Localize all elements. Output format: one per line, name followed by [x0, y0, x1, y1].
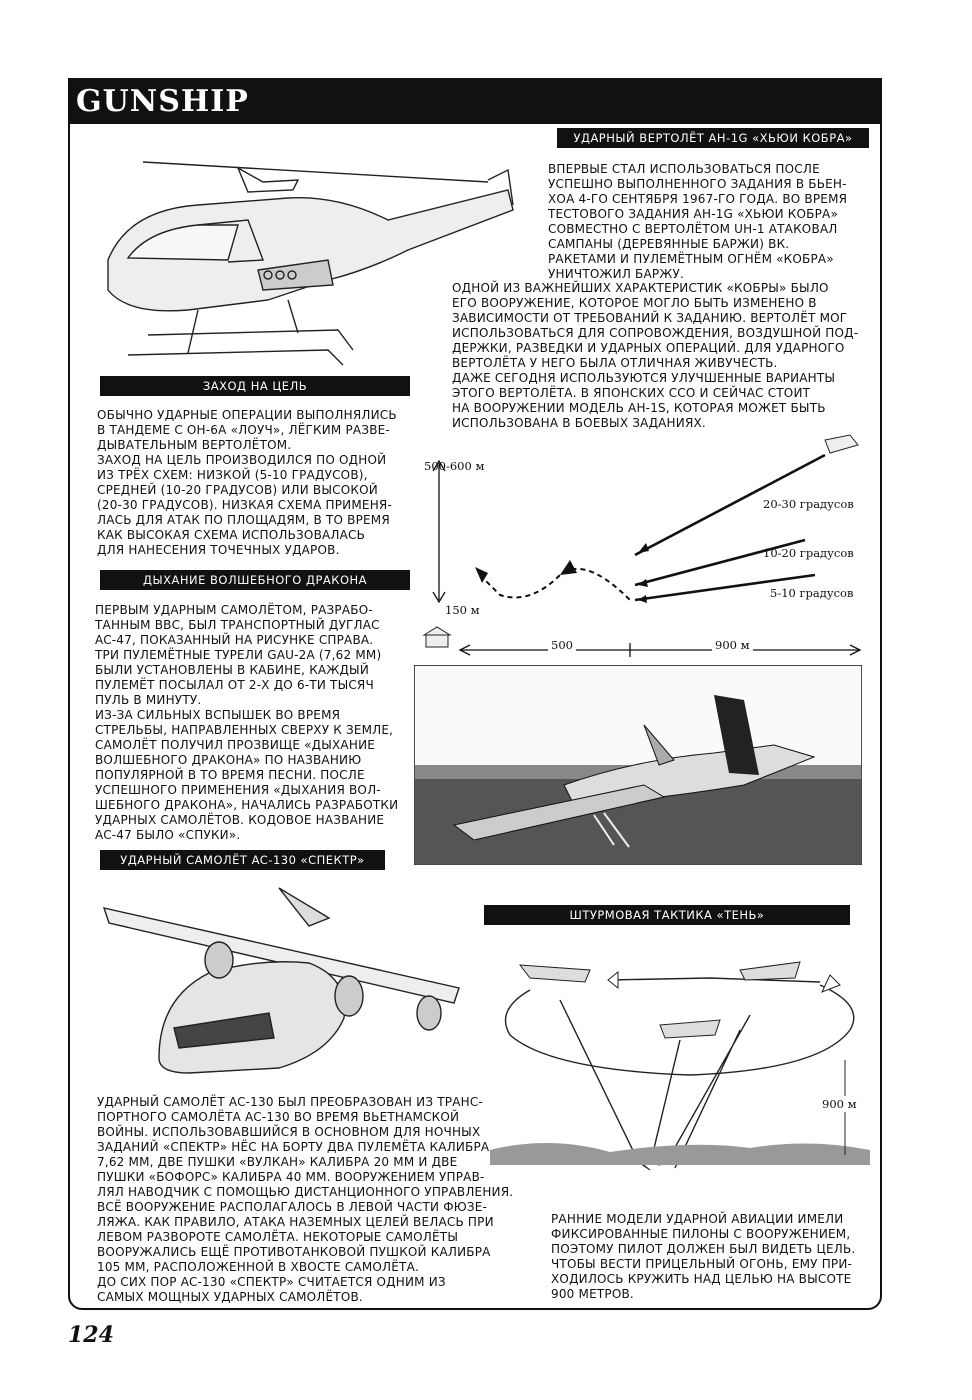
approach-text: ОБЫЧНО УДАРНЫЕ ОПЕРАЦИИ ВЫПОЛНЯЛИСЬ В ТАНДЕМЕ С OH-6A «ЛОУЧ», ЛЁГКИМ РАЗВЕ- ДЫВАТЕЛЬНЫМ ВЕРТОЛЁТОМ. ЗАХОД НА ЦЕЛЬ ПРОИЗВОДИЛСЯ ПО ОДНОЙ ИЗ ТРЁХ СХЕМ: НИЗКОЙ (5-10 ГРАДУСОВ), СРЕДНЕЙ (10-20 ГРАДУСОВ) ИЛИ ВЫСОКОЙ (20-30 ГРАДУСОВ). НИЗКАЯ СХЕМА ПРИМЕНЯ- ЛАСЬ ДЛЯ АТАК ПО ПЛОЩАДЯМ, В ТО ВРЕМЯ КАК ВЫСОКАЯ СХЕМА ИСПОЛЬЗОВАЛАСЬ ДЛЯ НАНЕСЕНИЯ ТОЧЕЧНЫХ УДАРОВ.: [97, 408, 397, 557]
page-title: GUNSHIP: [76, 84, 249, 119]
ac47-illustration: [414, 665, 862, 865]
page-number: 124: [68, 1322, 114, 1348]
spectre-text: УДАРНЫЙ САМОЛЁТ AC-130 БЫЛ ПРЕОБРАЗОВАН ИЗ ТРАНС- ПОРТНОГО САМОЛЁТА AC-130 ВО ВРЕМЯ ВЬЕТНАМСКОЙ ВОЙНЫ. ИСПОЛЬЗОВАВШИЙСЯ В ОСНОВНОМ ДЛЯ НОЧНЫХ ЗАДАНИЙ «СПЕКТР» НЁС НА БОРТУ ДВА ПУЛЕМЁТА КАЛИБРА 7,62 ММ, ДВЕ ПУШКИ «ВУЛКАН» КАЛИБРА 20 ММ И ДВЕ ПУШКИ «БОФОРС» КАЛИБРА 40 ММ. ВООРУЖЕНИЕМ УПРАВ- ЛЯЛ НАВОДЧИК С ПОМОЩЬЮ ДИСТАНЦИОННОГО УПРАВЛЕНИЯ. ВСЁ ВООРУЖЕНИЕ РАСПОЛАГАЛОСЬ В ЛЕВОЙ ЧАСТИ ФЮЗЕ- ЛЯЖА. КАК ПРАВИЛО, АТАКА НАЗЕМНЫХ ЦЕЛЕЙ ВЕЛАСЬ ПРИ ЛЕВОМ РАЗВОРОТЕ САМОЛЁТА. НЕКОТОРЫЕ САМОЛЁТЫ ВООРУЖАЛИСЬ ЕЩЁ ПРОТИВОТАНКОВОЙ ПУШКОЙ КАЛИБРА 105 ММ, РАСПОЛОЖЕННОЙ В ХВОСТЕ САМОЛЁТА. ДО СИХ ПОР AC-130 «СПЕКТР» СЧИТАЕТСЯ ОДНИМ ИЗ САМЫХ МОЩНЫХ УДАРНЫХ САМОЛЁТОВ.: [97, 1095, 514, 1304]
shadow-tactic-diagram: [490, 940, 880, 1180]
shadow-heading: ШТУРМОВАЯ ТАКТИКА «ТЕНЬ»: [484, 905, 850, 925]
shadow-altitude-label: 900 м: [822, 1097, 857, 1111]
shadow-text: РАННИЕ МОДЕЛИ УДАРНОЙ АВИАЦИИ ИМЕЛИ ФИКСИРОВАННЫЕ ПИЛОНЫ С ВООРУЖЕНИЕМ, ПОЭТОМУ ПИЛОТ ДОЛЖЕН БЫЛ ВИДЕТЬ ЦЕЛЬ. ЧТОБЫ ВЕСТИ ПРИЦЕЛЬНЫЙ ОГОНЬ, ЕМУ ПРИ- ХОДИЛОСЬ КРУЖИТЬ НАД ЦЕЛЬЮ НА ВЫСОТЕ 900 МЕТРОВ.: [551, 1212, 856, 1301]
distance-500-label: 500: [548, 638, 576, 652]
angle-mid-label: 10-20 градусов: [763, 546, 854, 560]
spectre-heading: УДАРНЫЙ САМОЛЁТ AC-130 «СПЕКТР»: [100, 850, 385, 870]
altitude-high-label: 500-600 м: [424, 459, 485, 473]
page-header: [68, 78, 882, 124]
dragon-heading: ДЫХАНИЕ ВОЛШЕБНОГО ДРАКОНА: [100, 570, 410, 590]
angle-high-label: 20-30 градусов: [763, 497, 854, 511]
cobra-heading: УДАРНЫЙ ВЕРТОЛЁТ AH-1G «ХЬЮИ КОБРА»: [557, 128, 869, 148]
cobra-text-armament: ОДНОЙ ИЗ ВАЖНЕЙШИХ ХАРАКТЕРИСТИК «КОБРЫ» БЫЛО ЕГО ВООРУЖЕНИЕ, КОТОРОЕ МОГЛО БЫТЬ ИЗМЕНЕНО В ЗАВИСИМОСТИ ОТ ТРЕБОВАНИЙ К ЗАДАНИЮ. ВЕРТОЛЁТ МОГ ИСПОЛЬЗОВАТЬСЯ ДЛЯ СОПРОВОЖДЕНИЯ, ВОЗДУШНОЙ ПОД- ДЕРЖКИ, РАЗВЕДКИ И УДАРНЫХ ОПЕРАЦИЙ. ДЛЯ УДАРНОГО ВЕРТОЛЁТА У НЕГО БЫЛА ОТЛИЧНАЯ ЖИВУЧЕСТЬ. ДАЖЕ СЕГОДНЯ ИСПОЛЬЗУЮТСЯ УЛУЧШЕННЫЕ ВАРИАНТЫ ЭТОГО ВЕРТОЛЁТА. В ЯПОНСКИХ ССО И СЕЙЧАС СТОИТ НА ВООРУЖЕНИИ МОДЕЛЬ AH-1S, КОТОРАЯ МОЖЕТ БЫТЬ ИСПОЛЬЗОВАНА В БОЕВЫХ ЗАДАНИЯХ.: [452, 281, 859, 430]
angle-low-label: 5-10 градусов: [770, 586, 854, 600]
ac130-illustration: [99, 878, 471, 1078]
attack-angle-diagram: [420, 415, 880, 665]
dragon-text: ПЕРВЫМ УДАРНЫМ САМОЛЁТОМ, РАЗРАБО- ТАННЫМ ВВС, БЫЛ ТРАНСПОРТНЫЙ ДУГЛАС AC-47, ПОКАЗАННЫЙ НА РИСУНКЕ СПРАВА. ТРИ ПУЛЕМЁТНЫЕ ТУРЕЛИ GAU-2A (7,62 ММ) БЫЛИ УСТАНОВЛЕНЫ В КАБИНЕ, КАЖДЫЙ ПУЛЕМЁТ ПОСЫЛАЛ ОТ 2-Х ДО 6-ТИ ТЫСЯЧ ПУЛЬ В МИНУТУ. ИЗ-ЗА СИЛЬНЫХ ВСПЫШЕК ВО ВРЕМЯ СТРЕЛЬБЫ, НАПРАВЛЕННЫХ СВЕРХУ К ЗЕМЛЕ, САМОЛЁТ ПОЛУЧИЛ ПРОЗВИЩЕ «ДЫХАНИЕ ВОЛШЕБНОГО ДРАКОНА» ПО НАЗВАНИЮ ПОПУЛЯРНОЙ В ТО ВРЕМЯ ПЕСНИ. ПОСЛЕ УСПЕШНОГО ПРИМЕНЕНИЯ «ДЫХАНИЯ ВОЛ- ШЕБНОГО ДРАКОНА», НАЧАЛИСЬ РАЗРАБОТКИ УДАРНЫХ САМОЛЁТОВ. КОДОВОЕ НАЗВАНИЕ AC-47 БЫЛО «СПУКИ».: [95, 603, 399, 842]
cobra-text-intro: ВПЕРВЫЕ СТАЛ ИСПОЛЬЗОВАТЬСЯ ПОСЛЕ УСПЕШНО ВЫПОЛНЕННОГО ЗАДАНИЯ В БЬЕН- ХОА 4-ГО СЕНТЯБРЯ 1967-ГО ГОДА. ВО ВРЕМЯ ТЕСТОВОГО ЗАДАНИЯ AH-1G «ХЬЮИ КОБРА» СОВМЕСТНО С ВЕРТОЛЁТОМ UH-1 АТАКОВАЛ САМПАНЫ (ДЕРЕВЯННЫЕ БАРЖИ) ВК. РАКЕТАМИ И ПУЛЕМЁТНЫМ ОГНЁМ «КОБРА» УНИЧТОЖИЛ БАРЖУ.: [548, 162, 848, 281]
approach-heading: ЗАХОД НА ЦЕЛЬ: [100, 376, 410, 396]
distance-900-label: 900 м: [712, 638, 753, 652]
altitude-low-label: 150 м: [445, 603, 480, 617]
